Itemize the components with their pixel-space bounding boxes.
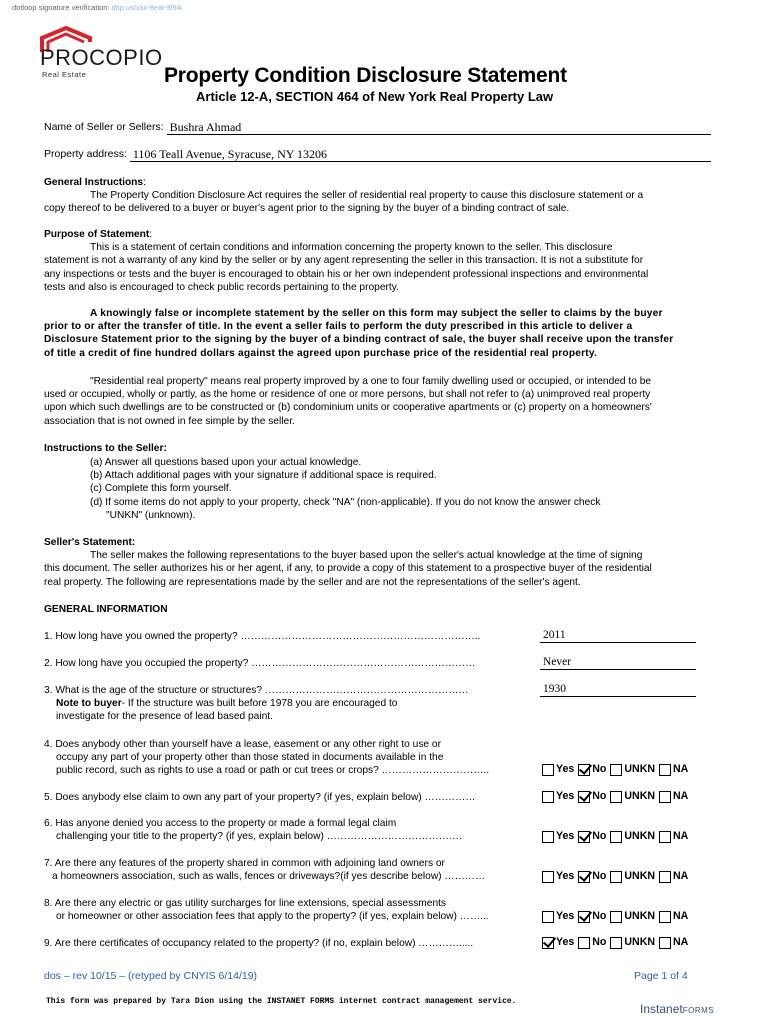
general-instructions-line: The Property Condition Disclosure Act requires the seller of residential real property to cause this disclosure statement or a	[90, 190, 644, 202]
warning-line: A knowingly false or incomplete statement by the seller on this form may subject the seller to claims by the buyer	[90, 308, 663, 319]
residential-line: used or occupied, wholly or partly, as the home or residence of one or more persons, but shall not refer to (a) unimproved real property	[44, 389, 651, 401]
option-label: Yes	[556, 763, 575, 775]
checkbox-no[interactable]	[578, 871, 590, 883]
seller-statement	[44, 536, 724, 589]
residential-line: upon which such dwellings are to be constructed or (b) condominium units or cooperative apartments or (c) property on a homeowners'	[44, 402, 652, 414]
company-logo	[38, 26, 168, 82]
verification-label: dotloop signature verification:	[12, 3, 110, 12]
general-instructions-line: copy thereof to be delivered to a buyer or buyer's agent prior to the signing by the buyer of a binding contract of sale.	[44, 203, 570, 215]
purpose-line: any inspections or tests and the buyer is encouraged to obtain his or her own independent professional inspections and environmental	[44, 268, 649, 280]
option-label: NA	[673, 870, 689, 882]
option-unkn[interactable]	[610, 870, 655, 884]
checkbox-na[interactable]	[659, 871, 671, 883]
question-text: a homeowners association, such as walls, fences or driveways?(if yes describe below) …………	[52, 871, 486, 883]
option-yes[interactable]	[542, 870, 574, 884]
question-text: 4. Does anybody other than yourself have a lease, easement or any other right to use or	[44, 739, 441, 750]
checkbox-yes[interactable]	[542, 871, 554, 883]
option-unkn[interactable]	[610, 910, 655, 924]
note-to-buyer-label: Note to buyer	[56, 698, 122, 710]
options-q9	[542, 936, 692, 950]
option-label: No	[592, 790, 607, 802]
option-no[interactable]	[578, 936, 606, 950]
option-na[interactable]	[659, 763, 688, 777]
option-no[interactable]	[578, 763, 606, 777]
option-unkn[interactable]	[610, 763, 655, 777]
seller-statement-line: this document. The seller authorizes his or her agent, if any, to provide a copy of this statement to a prospective buyer of the residential	[44, 563, 652, 575]
checkbox-yes[interactable]	[542, 831, 554, 843]
residential-line: "Residential real property" means real property improved by a one to four family dwelling used or occupied, or intended to be	[90, 376, 652, 387]
option-label: UNKN	[624, 910, 655, 922]
answer-field-1[interactable]: 2011	[540, 629, 696, 643]
option-label: No	[592, 910, 607, 922]
checkbox-na[interactable]	[659, 937, 671, 949]
question-9	[44, 937, 473, 950]
options-q6	[542, 830, 692, 844]
instruction-item: (a) Answer all questions based upon your actual knowledge.	[90, 457, 362, 468]
option-yes[interactable]	[542, 830, 574, 844]
option-label: UNKN	[624, 870, 655, 882]
signature-verification	[12, 3, 182, 13]
option-yes[interactable]	[542, 763, 574, 777]
question-8	[44, 897, 489, 923]
checkbox-yes[interactable]	[542, 791, 554, 803]
seller-name-field[interactable]: Bushra Ahmad	[167, 120, 711, 135]
option-no[interactable]	[578, 830, 606, 844]
seller-name-row	[44, 120, 711, 135]
option-label: UNKN	[624, 936, 655, 948]
instructions-heading: Instructions to the Seller:	[44, 443, 167, 454]
options-q8	[542, 910, 692, 924]
option-label: NA	[673, 910, 689, 922]
option-na[interactable]	[659, 790, 688, 804]
instruction-item: (c) Complete this form yourself.	[90, 483, 232, 495]
options-q7	[542, 870, 692, 884]
question-text: 1. How long have you owned the property? ……………………………………………………………..	[44, 631, 481, 642]
residential-definition	[44, 375, 724, 428]
option-label: Yes	[556, 830, 575, 842]
question-text: 2. How long have you occupied the property? …………………………………………………………	[44, 658, 476, 669]
option-label: UNKN	[624, 763, 655, 775]
question-4	[44, 738, 489, 778]
logo-subtitle: Real Estate	[42, 70, 87, 79]
purpose-heading: Purpose of Statement	[44, 229, 150, 240]
option-label: No	[592, 830, 607, 842]
option-label: NA	[673, 790, 689, 802]
checkbox-na[interactable]	[659, 791, 671, 803]
checkbox-unkn[interactable]	[610, 764, 622, 776]
question-text: 6. Has anyone denied you access to the property or made a formal legal claim	[44, 818, 397, 829]
brand-forms: FORMS	[682, 1006, 715, 1015]
seller-statement-line: The seller makes the following representations to the buyer based upon the seller's actual knowledge at the time of signing	[90, 550, 643, 562]
question-text: public record, such as rights to use a road or path or cut trees or crops? …………………………..	[56, 765, 490, 777]
verification-link[interactable]: dtlp.us/xxx-8eal-9I9A	[111, 3, 182, 12]
question-text: 8. Are there any electric or gas utility surcharges for line extensions, special assessments	[44, 898, 447, 909]
warning-line: of title a credit of fine hundred dollars against the agreed upon purchase price of the residential real property.	[44, 347, 598, 359]
seller-name-label: Name of Seller or Sellers:	[44, 121, 164, 134]
warning-line: prior to or after the transfer of title. In the event a seller fails to perform the duty prescribed in this article to deliver a	[44, 321, 633, 333]
question-text: 7. Are there any features of the property shared in common with adjoining land owners or	[44, 858, 445, 869]
seller-statement-line: real property. The following are representations made by the seller and are not the representations of the seller's agent.	[44, 576, 581, 588]
checkbox-na[interactable]	[659, 764, 671, 776]
option-label: UNKN	[624, 790, 655, 802]
option-label: UNKN	[624, 830, 655, 842]
checkbox-no[interactable]	[578, 791, 590, 803]
brand-name: Instanet	[640, 1002, 683, 1016]
option-no[interactable]	[578, 790, 606, 804]
question-text: challenging your title to the property? (if yes, explain below) ………………………………….	[56, 831, 462, 843]
checkbox-yes[interactable]	[542, 911, 554, 923]
checkbox-no[interactable]	[578, 764, 590, 776]
option-label: No	[592, 936, 607, 948]
question-7	[44, 857, 485, 883]
checkbox-na[interactable]	[659, 831, 671, 843]
warning-paragraph	[44, 307, 724, 360]
question-1	[44, 630, 481, 643]
purpose-line: statement is not a warranty of any kind by the seller or by any agent representing the seller in this transaction. It is not a substitute for	[44, 255, 644, 267]
checkbox-unkn[interactable]	[610, 937, 622, 949]
general-instructions-heading: General Instructions	[44, 177, 144, 188]
question-text: 9. Are there certificates of occupancy related to the property? (if no, explain below) ………….....	[44, 938, 474, 949]
option-no[interactable]	[578, 910, 606, 924]
option-yes[interactable]	[542, 790, 574, 804]
option-na[interactable]	[659, 936, 688, 950]
warning-line: Disclosure Statement prior to the signing by the buyer of a binding contract of sale, the buyer shall receive upon the transfer	[44, 334, 674, 346]
general-information-heading: GENERAL INFORMATION	[44, 604, 168, 615]
checkbox-unkn[interactable]	[610, 871, 622, 883]
option-label: Yes	[556, 910, 575, 922]
checkbox-unkn[interactable]	[610, 791, 622, 803]
options-q5	[542, 790, 692, 804]
checkbox-na[interactable]	[659, 911, 671, 923]
checkbox-no[interactable]	[578, 911, 590, 923]
checkbox-unkn[interactable]	[610, 831, 622, 843]
general-instructions: General Instructions: The Property Condition Disclosure Act requires the seller of residential real property to cause this disclosure statement or a copy thereof to be delivered to a buyer or buyer's agent prior to the signing by the buyer of a binding contract of sale.	[44, 176, 724, 216]
instruction-item: "UNKN" (unknown).	[106, 509, 196, 521]
question-text: or homeowner or other association fees that apply to the property? (if yes, explain below) ……...	[56, 911, 489, 923]
option-na[interactable]	[659, 910, 688, 924]
question-text: 5. Does anybody else claim to own any part of your property? (if yes, explain below) ……………	[44, 792, 476, 803]
page-title: Property Condition Disclosure Statement	[164, 64, 567, 87]
option-label: Yes	[556, 936, 575, 948]
instructions-list	[90, 456, 600, 522]
question-text: 3. What is the age of the structure or structures? ……………………………………………………	[44, 685, 469, 696]
instruction-item: (b) Attach additional pages with your signature if additional space is required.	[90, 470, 437, 482]
checkbox-yes[interactable]	[542, 937, 554, 949]
note-to-buyer-text: - If the structure was built before 1978 you are encouraged to	[121, 698, 398, 710]
property-address-row	[44, 147, 711, 162]
option-na[interactable]	[659, 830, 688, 844]
question-5	[44, 791, 475, 804]
option-na[interactable]	[659, 870, 688, 884]
prepared-by-note: This form was prepared by Tara Dion using the INSTANET FORMS internet contract management service.	[46, 997, 517, 1006]
seller-statement-heading: Seller's Statement:	[44, 537, 136, 548]
option-yes[interactable]	[542, 936, 574, 950]
question-text: occupy any part of your property other than those stated in documents available in the	[56, 752, 444, 764]
checkbox-yes[interactable]	[542, 764, 554, 776]
page-number: Page 1 of 4	[634, 970, 688, 982]
option-label: Yes	[556, 870, 575, 882]
option-label: NA	[673, 830, 689, 842]
option-unkn[interactable]	[610, 790, 655, 804]
residential-line: association that is not owned in fee simple by the seller.	[44, 415, 295, 427]
options-q4	[542, 763, 692, 777]
purpose-line: tests and also is encouraged to check public records pertaining to the property.	[44, 281, 399, 293]
option-unkn[interactable]	[610, 830, 655, 844]
checkbox-no[interactable]	[578, 937, 590, 949]
option-unkn[interactable]	[610, 936, 655, 950]
checkbox-no[interactable]	[578, 831, 590, 843]
property-address-label: Property address:	[44, 148, 127, 161]
option-label: No	[592, 763, 607, 775]
revision-note: dos – rev 10/15 – (retyped by CNYIS 6/14/19)	[44, 970, 258, 982]
purpose-line: This is a statement of certain conditions and information concerning the property known to the seller. This disclosure	[90, 242, 613, 254]
property-address-field[interactable]: 1106 Teall Avenue, Syracuse, NY 13206	[130, 147, 711, 162]
option-label: Yes	[556, 790, 575, 802]
answer-field-2[interactable]: Never	[540, 656, 696, 670]
question-2	[44, 657, 475, 670]
checkbox-unkn[interactable]	[610, 911, 622, 923]
purpose-of-statement: Purpose of Statement: This is a statement of certain conditions and information concerning the property known to the seller. This disclosure statement is not a warranty of any kind by the seller or by any agent representing the seller in this transaction. It is not a substitute for any inspections or tests and the buyer is encouraged to obtain his or her own independent professional inspections and environmental tests and also is encouraged to check public records pertaining to the property.	[44, 228, 724, 294]
question-3	[44, 684, 469, 724]
option-label: NA	[673, 763, 689, 775]
option-label: No	[592, 870, 607, 882]
note-to-buyer-text: investigate for the presence of lead based paint.	[56, 711, 273, 723]
page-subtitle: Article 12-A, SECTION 464 of New York Real Property Law	[196, 89, 554, 104]
answer-field-3[interactable]: 1930	[540, 683, 696, 697]
option-label: NA	[673, 936, 689, 948]
instanet-forms-logo	[640, 1002, 714, 1018]
logo-wordmark: PROCOPIO	[40, 45, 163, 70]
question-6	[44, 817, 462, 843]
option-no[interactable]	[578, 870, 606, 884]
instruction-item: (d) If some items do not apply to your property, check "NA" (non-applicable). If you do not know the answer check	[90, 496, 601, 508]
option-yes[interactable]	[542, 910, 574, 924]
